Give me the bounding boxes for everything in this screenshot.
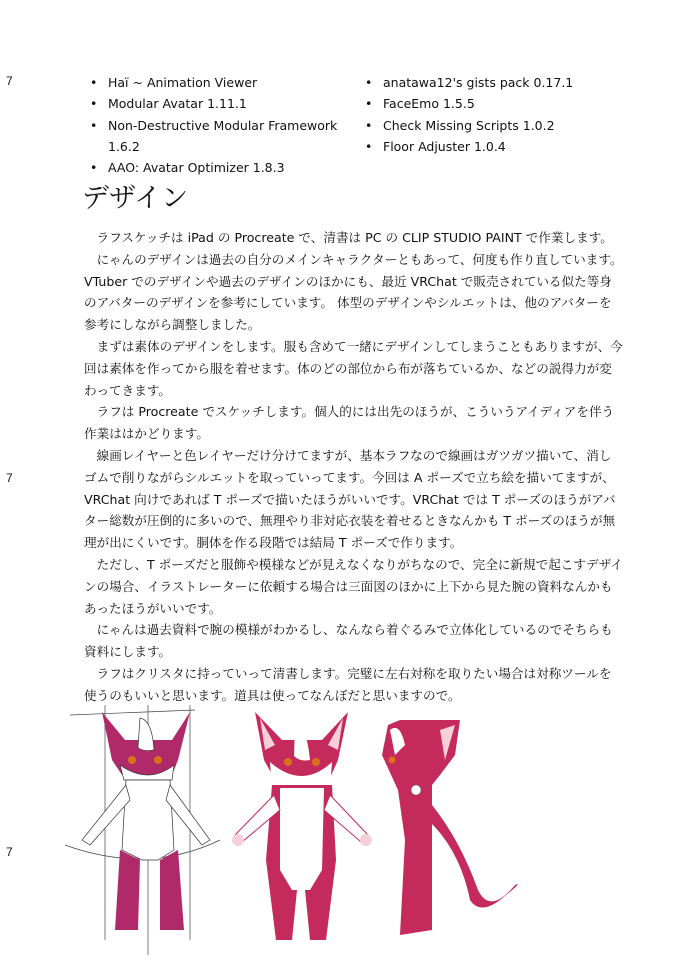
tools-list-right	[361, 72, 573, 157]
paragraph: にゃんは過去資料で腕の模様がわかるし、なんなら着ぐるみで立体化しているのでそちらも資料にします。	[84, 622, 613, 660]
list-item: • Floor Adjuster 1.0.4	[361, 136, 573, 157]
paragraph: ラフスケッチは iPad の Procreate で、清書は PC の CLIP STUDIO PAINT で作業します。	[96, 230, 613, 245]
paragraph: まずは素体のデザインをします。服も含めて一緒にデザインしてしまうこともありますが、今回は素体を作ってから服を着せます。体のどの部位から布が落ちているか、などの説得力が変わってきます。	[84, 338, 623, 398]
paragraph: ラフはクリスタに持っていって清書します。完璧に左右対称を取りたい場合は対称ツールを使うのもいいと思います。道具は使ってなんぼだと思いますので。	[84, 665, 612, 703]
list-item: • Modular Avatar 1.11.1	[86, 93, 368, 114]
list-item: • anatawa12's gists pack 0.17.1	[361, 72, 573, 93]
page-number: 7	[6, 471, 13, 485]
paragraph: にゃんのデザインは過去の自分のメインキャラクターともあって、何度も作り直しています。VTuber でのデザインや過去のデザインのほかにも、最近 VRChat で販売されている似た等身のアバターのデザインを参考にしています。 体型のデザインやシルエットは、他のアバターを参考にしながら調整しました。	[84, 251, 623, 333]
list-item: • Check Missing Scripts 1.0.2	[361, 115, 573, 136]
list-item: • Non-Destructive Modular Framework 1.6.2	[86, 115, 368, 158]
body-text	[84, 227, 624, 707]
list-item: • FaceEmo 1.5.5	[361, 93, 573, 114]
tools-list-left	[86, 72, 368, 178]
page-number: 7	[6, 845, 13, 859]
page-number: 7	[6, 74, 13, 88]
section-heading: デザイン	[82, 183, 189, 214]
list-item: • AAO: Avatar Optimizer 1.8.3	[86, 157, 368, 178]
list-item: • Haï ~ Animation Viewer	[86, 72, 368, 93]
side-view-figure	[382, 720, 518, 935]
character-design-sheet-image	[60, 700, 540, 960]
paragraph: ただし、T ポーズだと服飾や模様などが見えなくなりがちなので、完全に新規で起こすデザインの場合、イラストレーターに依頼する場合は三面図のほかに上下から見た腕の資料なんかもあったほうがいいです。	[84, 556, 623, 616]
paragraph: 線画レイヤーと色レイヤーだけ分けてますが、基本ラフなので線画はガツガツ描いて、消しゴムで削りながらシルエットを取っていってます。今回は A ポーズで立ち絵を描いてますが、VRChat 向けであれば T ポーズで描いたほうがいいです。VRChat では T ポーズのほうがアバター総数が圧倒的に多いので、無理やり非対応衣装を着せるときなんかも T ポーズのほうが無理が出にくいです。胴体を作る段階では結局 T ポーズで作ります。	[84, 447, 616, 551]
clean-front-figure	[232, 712, 372, 940]
paragraph: ラフは Procreate でスケッチします。個人的には出先のほうが、こういうアイディアを伴う作業ははかどります。	[84, 404, 615, 442]
